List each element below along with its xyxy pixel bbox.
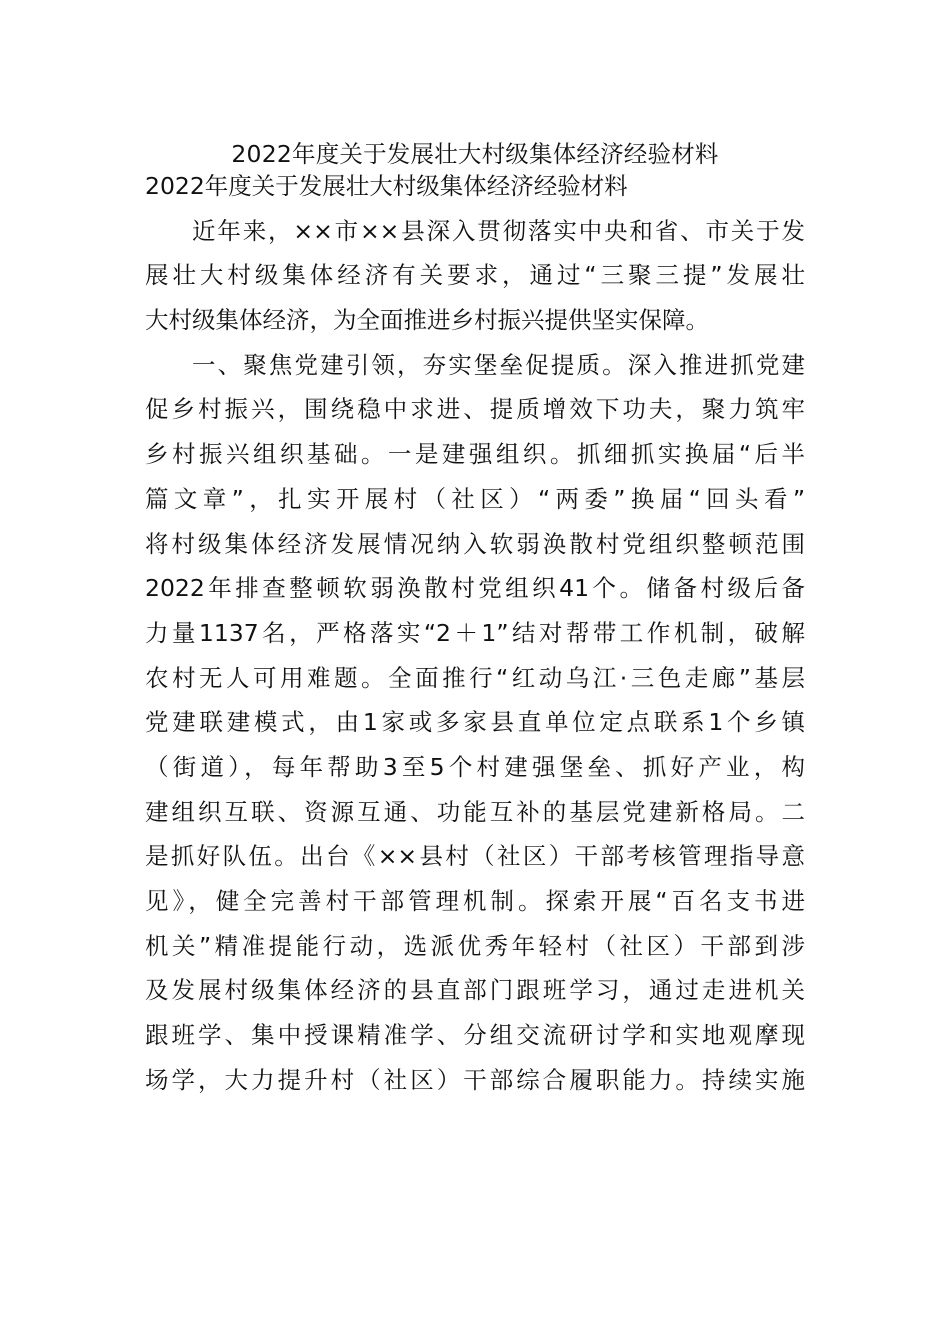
paragraph-line: 促乡村振兴，围绕稳中求进、提质增效下功夫，聚力筑牢 (145, 395, 805, 424)
paragraph-line: 农村无人可用难题。全面推行“红动乌江·三色走廊”基层 (145, 663, 805, 692)
paragraph-line: 近年来，××市××县深入贯彻落实中央和省、市关于发 (192, 216, 805, 245)
document-body (145, 164, 805, 1102)
paragraph-line: 跟班学、集中授课精准学、分组交流研讨学和实地观摩现 (145, 1021, 805, 1050)
document-title: 2022年度关于发展壮大村级集体经济经验材料 (231, 140, 719, 168)
paragraph-line: 机关”精准提能行动，选派优秀年轻村（社区）干部到涉 (145, 931, 805, 960)
paragraph-line: 大村级集体经济，为全面推进乡村振兴提供坚实保障。 (145, 306, 709, 335)
paragraph-line: 建组织互联、资源互通、功能互补的基层党建新格局。二 (145, 797, 805, 826)
paragraph-line: 一、聚焦党建引领，夯实堡垒促提质。深入推进抓党建 (192, 350, 805, 379)
paragraph-line: 见》，健全完善村干部管理机制。探索开展“百名支书进 (145, 887, 805, 915)
paragraph-line: 场学，大力提升村（社区）干部综合履职能力。持续实施 (145, 1065, 805, 1094)
paragraph-line: 2022年排查整顿软弱涣散村党组织41个。储备村级后备 (145, 574, 805, 603)
subtitle-line: 2022年度关于发展壮大村级集体经济经验材料 (145, 172, 628, 200)
paragraph-line: 乡村振兴组织基础。一是建强组织。抓细抓实换届“后半 (145, 440, 805, 469)
paragraph-line: 篇文章”，扎实开展村（社区）“两委”换届“回头看” (145, 484, 805, 513)
paragraph-line: （街道），每年帮助3至5个村建强堡垒、抓好产业，构 (145, 752, 805, 781)
paragraph-line: 及发展村级集体经济的县直部门跟班学习，通过走进机关 (145, 976, 805, 1005)
paragraph-line: 力量1137名，严格落实“2＋1”结对帮带工作机制，破解 (145, 618, 805, 647)
paragraph-line: 将村级集体经济发展情况纳入软弱涣散村党组织整顿范围 (145, 529, 805, 558)
paragraph-line: 展壮大村级集体经济有关要求，通过“三聚三提”发展壮 (145, 261, 805, 290)
paragraph-line: 是抓好队伍。出台《××县村（社区）干部考核管理指导意 (145, 842, 805, 871)
paragraph-line: 党建联建模式，由1家或多家县直单位定点联系1个乡镇 (145, 708, 805, 737)
